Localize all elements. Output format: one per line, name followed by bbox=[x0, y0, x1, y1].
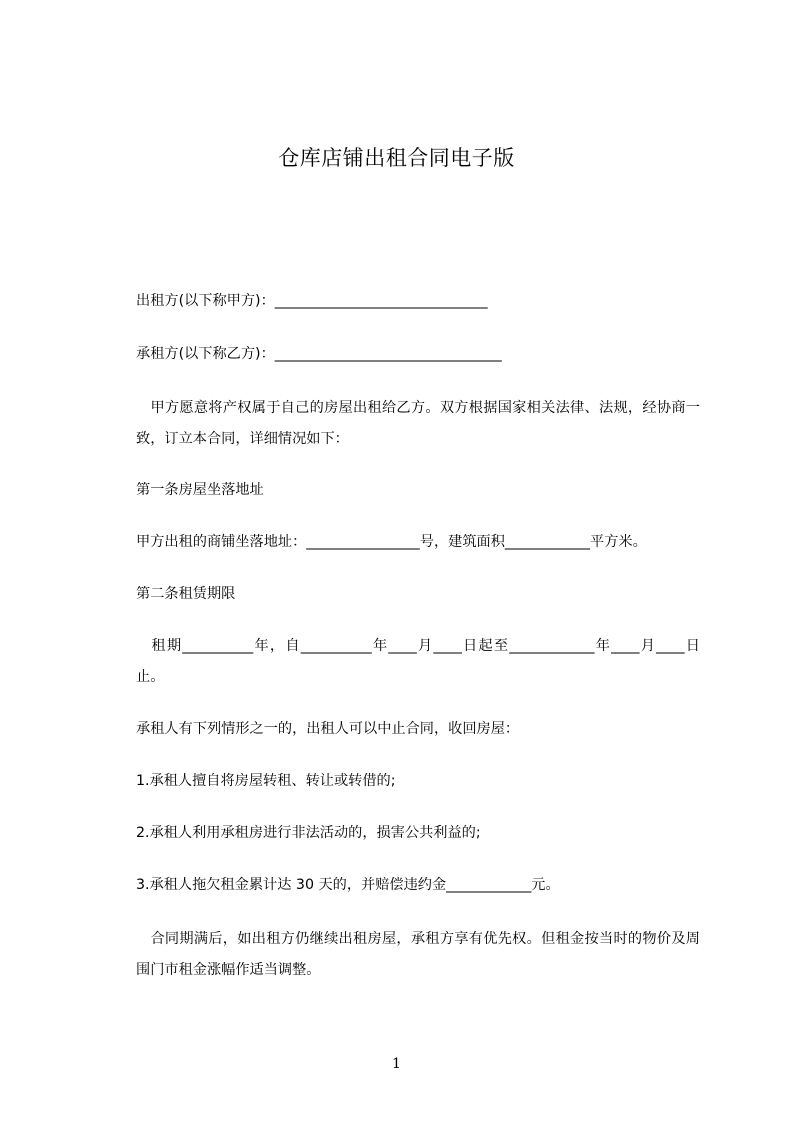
term-paragraph: 租期__________年，自__________年____月____日起至____________年____月____日止。 bbox=[136, 638, 700, 685]
article1-title: 第一条房屋坐落地址 bbox=[136, 482, 264, 498]
intro-paragraph: 甲方愿意将产权属于自己的房屋出租给乙方。双方根据国家相关法律、法规，经协商一致，订立本合同，详细情况如下： bbox=[136, 400, 700, 447]
page-number: 1 bbox=[392, 1056, 401, 1072]
article2-title: 第二条租赁期限 bbox=[136, 586, 236, 602]
termination-item-1: 1.承租人擅自将房屋转租、转让或转借的; bbox=[136, 773, 396, 789]
lessee-line: 承租方(以下称乙方)：________________________________ bbox=[136, 346, 502, 362]
termination-intro: 承租人有下列情形之一的，出租人可以中止合同，收回房屋： bbox=[136, 721, 520, 737]
termination-item-3: 3.承租人拖欠租金累计达 30 天的，并赔偿违约金____________元。 bbox=[136, 877, 560, 893]
document-title: 仓库店铺出租合同电子版 bbox=[278, 146, 515, 170]
article1-body: 甲方出租的商铺坐落地址：________________号，建筑面积____________平方米。 bbox=[136, 534, 647, 550]
lessor-line: 出租方(以下称甲方)：______________________________ bbox=[136, 293, 488, 309]
renewal-paragraph: 合同期满后，如出租方仍继续出租房屋，承租方享有优先权。但租金按当时的物价及周围门市租金涨幅作适当调整。 bbox=[136, 931, 700, 978]
termination-item-2: 2.承租人利用承租房进行非法活动的，损害公共利益的; bbox=[136, 825, 481, 841]
